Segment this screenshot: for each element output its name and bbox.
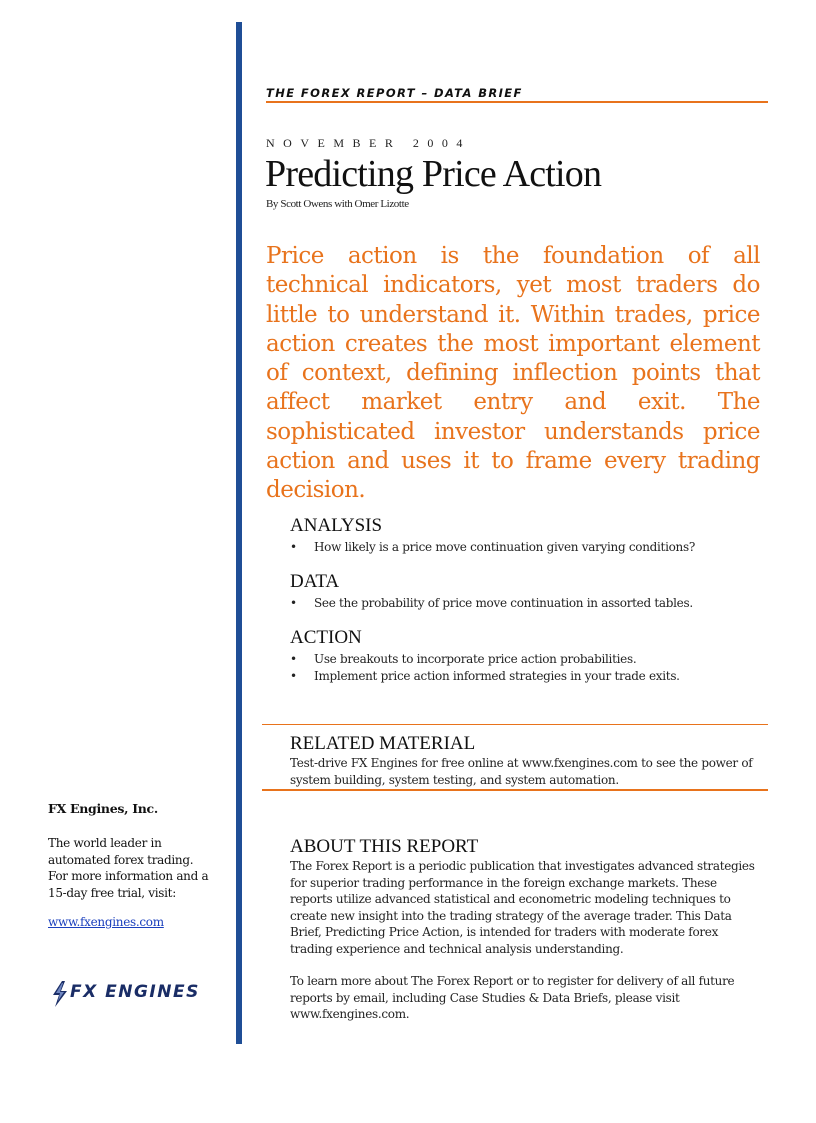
related-bottom-rule bbox=[262, 789, 768, 791]
related-section bbox=[290, 733, 760, 788]
data-heading: DATA bbox=[290, 571, 340, 592]
about-paragraph-1: The Forex Report is a periodic publication that investigates advanced strategies for superior trading performance in the foreign exchange markets. These reports utilize advanced statistical and econometric modeling techniques to create new insight into the trading strategy of the average trader. This Data Brief, Predicting Price Action, is intended for traders with moderate forex trading experience and technical analysis understanding. bbox=[290, 859, 755, 956]
related-text: Test-drive FX Engines for free online at www.fxengines.com to see the power of system building, system testing, and system automation. bbox=[290, 756, 753, 787]
list-item: • How likely is a price move continuation given varying conditions? bbox=[290, 539, 760, 556]
action-heading: ACTION bbox=[290, 627, 362, 648]
sidebar-website-link[interactable]: www.fxengines.com bbox=[48, 915, 164, 929]
report-title: Predicting Price Action bbox=[265, 153, 602, 195]
related-top-rule bbox=[262, 724, 768, 725]
data-section bbox=[290, 571, 760, 612]
logo-wordmark: FX ENGINES bbox=[70, 982, 200, 1002]
analysis-section bbox=[290, 515, 760, 556]
lede-summary bbox=[266, 242, 760, 506]
about-paragraph-2: To learn more about The Forex Report or to register for delivery of all future reports by email, including Case Studies & Data Briefs, please visit www.fxengines.com. bbox=[290, 974, 735, 1021]
analysis-heading: ANALYSIS bbox=[290, 515, 383, 536]
report-date: NOVEMBER 2004 bbox=[266, 136, 471, 150]
action-list bbox=[290, 651, 760, 685]
data-list bbox=[290, 595, 760, 612]
sidebar-description: The world leader in automated forex trading. For more information and a 15-day free trial, visit: bbox=[48, 836, 209, 900]
list-item: • Use breakouts to incorporate price action probabilities. bbox=[290, 651, 760, 668]
vertical-accent-bar bbox=[236, 22, 242, 1044]
fx-engines-logo bbox=[50, 980, 200, 1010]
analysis-list bbox=[290, 539, 760, 556]
action-section bbox=[290, 627, 760, 685]
lede-text: Price action is the foundation of all technical indicators, yet most traders do little to understand it. Within trades, price action creates the most important element of context, defining inflection points that affect market entry and exit. The sophisticated investor understands price action and uses it to frame every trading decision. bbox=[266, 243, 760, 504]
series-title: THE FOREX REPORT – DATA BRIEF bbox=[266, 86, 768, 103]
sidebar-company: FX Engines, Inc. bbox=[48, 801, 158, 816]
byline: By Scott Owens with Omer Lizotte bbox=[266, 198, 409, 210]
list-item: • See the probability of price move continuation in assorted tables. bbox=[290, 595, 760, 612]
lightning-bolt-icon bbox=[50, 980, 70, 1008]
list-item: • Implement price action informed strategies in your trade exits. bbox=[290, 668, 760, 685]
related-heading: RELATED MATERIAL bbox=[290, 733, 476, 754]
about-heading: ABOUT THIS REPORT bbox=[290, 836, 479, 857]
about-section bbox=[290, 836, 760, 1023]
